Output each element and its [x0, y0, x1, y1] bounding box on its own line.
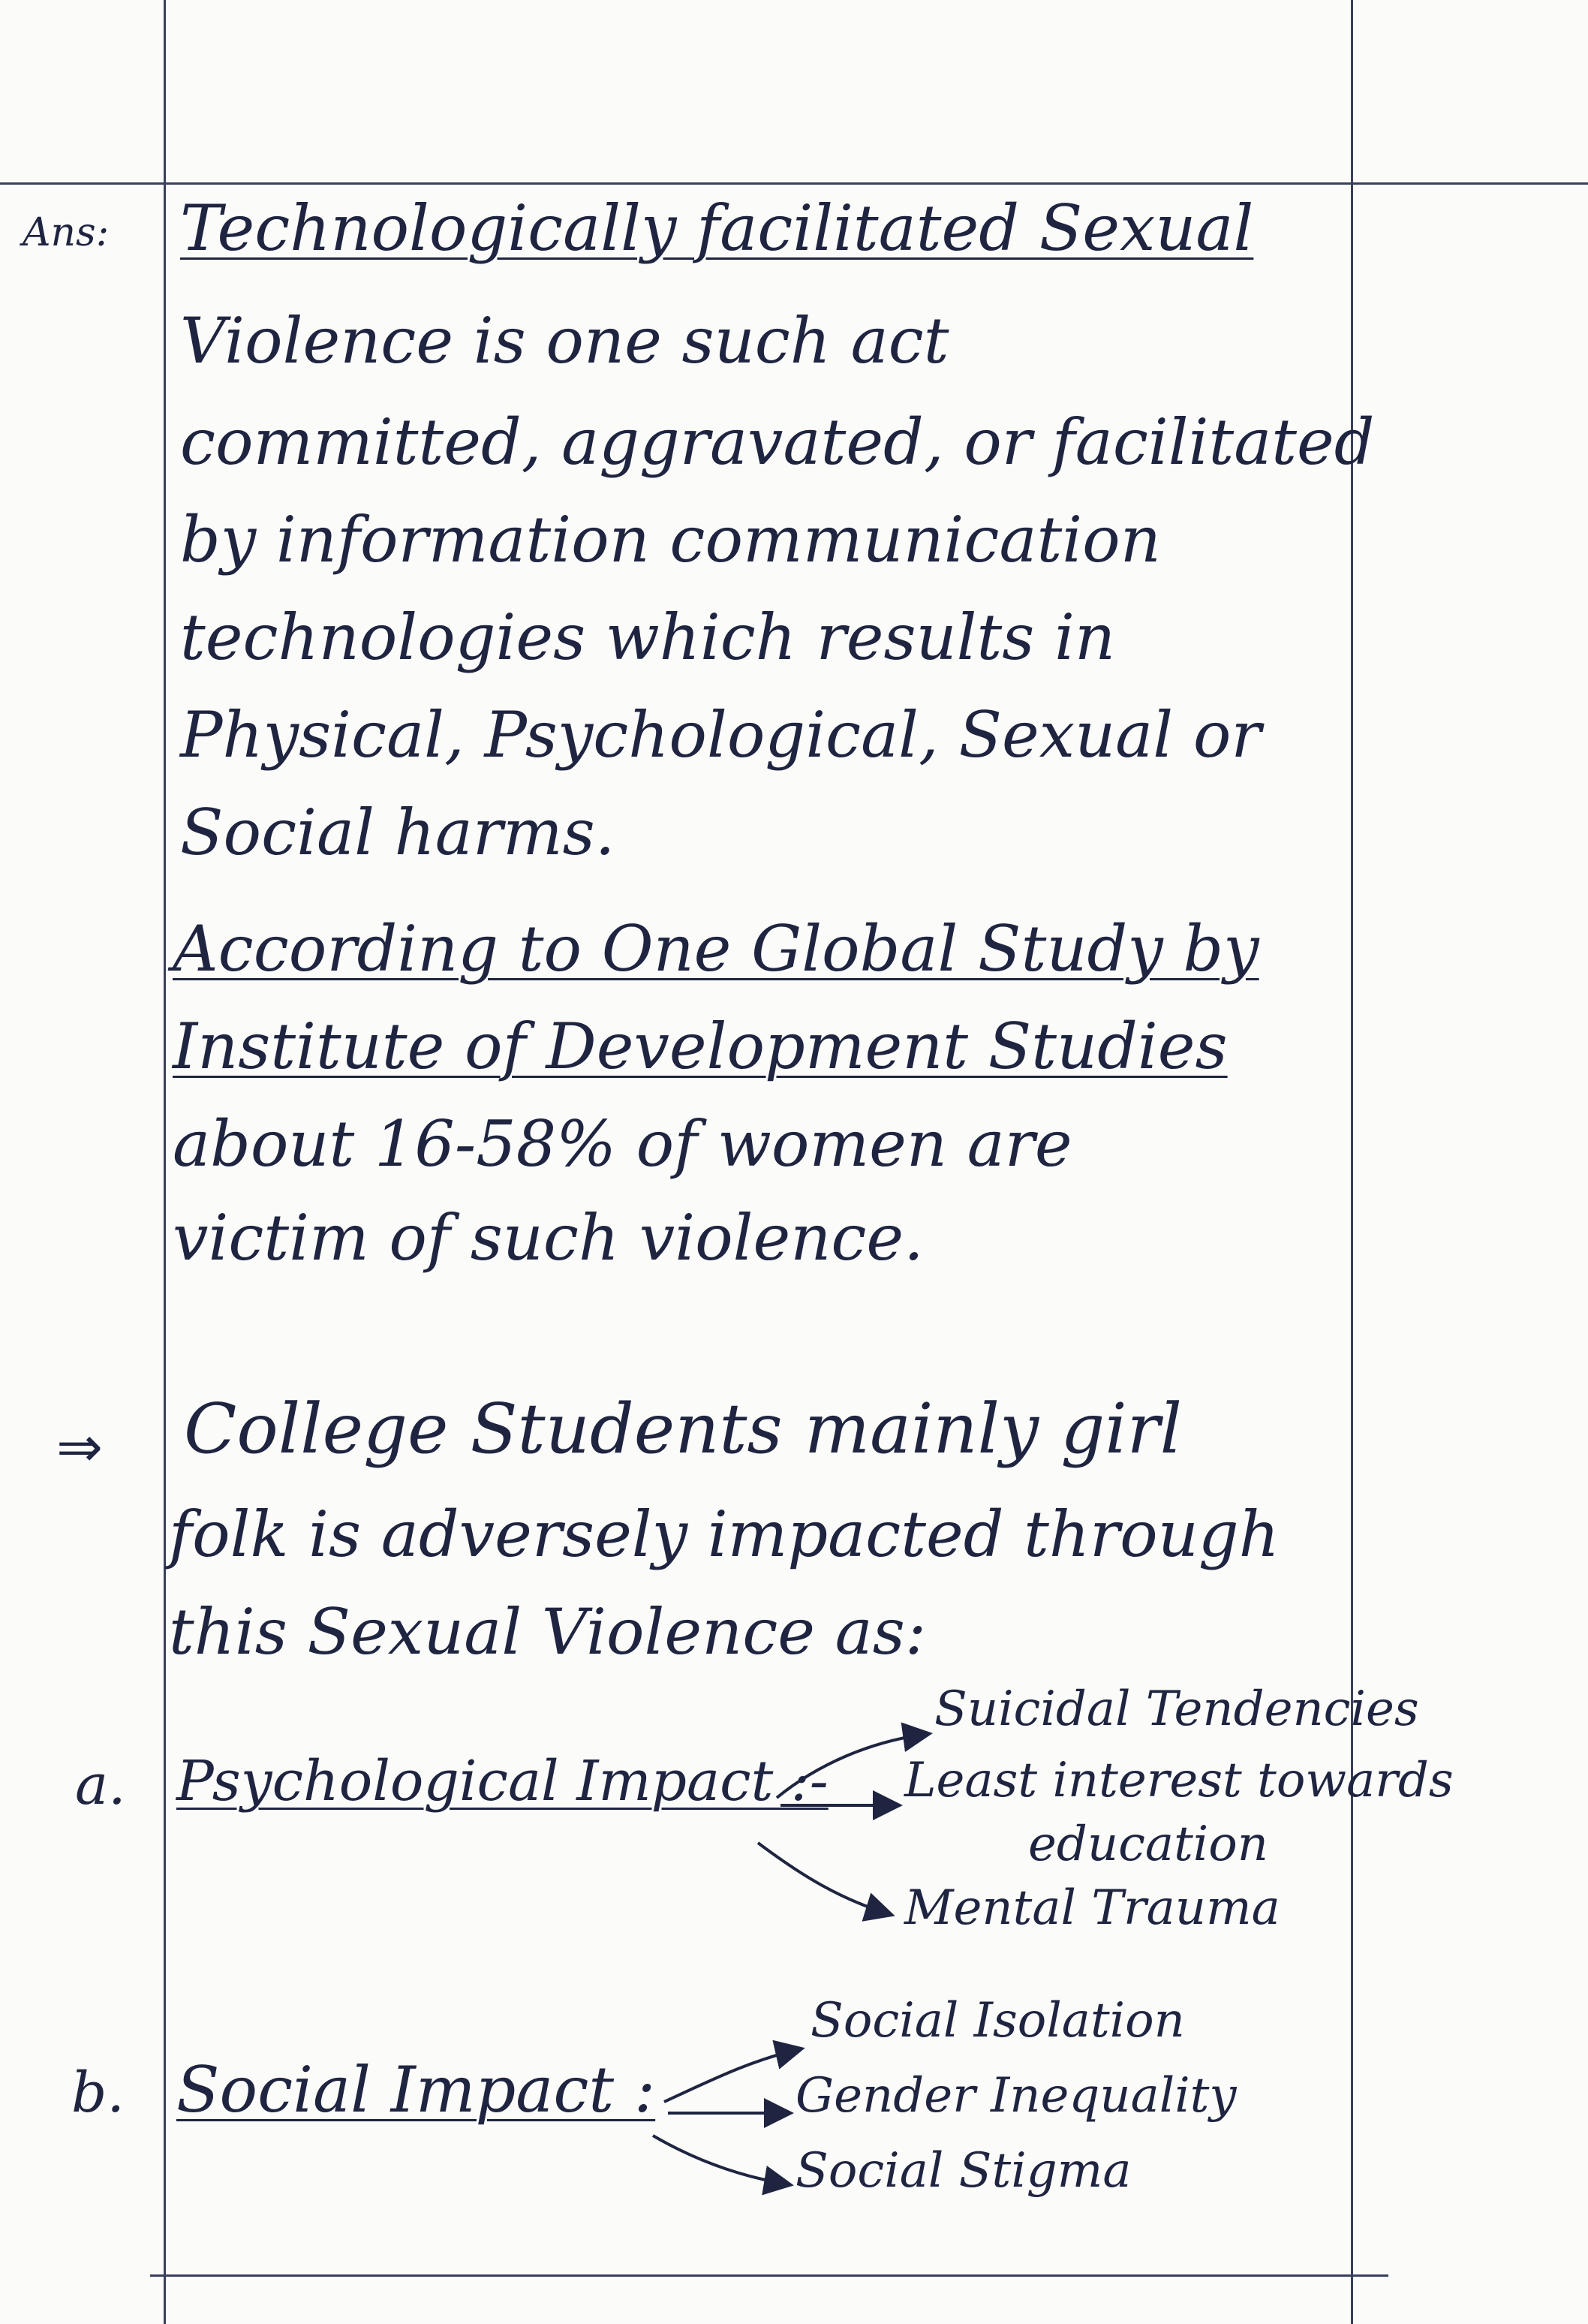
para2-line-2: Institute of Development Studies — [173, 1010, 1228, 1083]
para1-line-4: by information communication — [180, 503, 1161, 576]
arrow-b-1 — [664, 2049, 799, 2102]
para2-line-1: According to One Global Study by — [173, 912, 1259, 986]
para3-line-3: this Sexual Violence as: — [169, 1595, 927, 1669]
arrow-a-1 — [777, 1734, 927, 1798]
impact-a-item-2: Least interest towards — [904, 1753, 1454, 1808]
para1-line-5: technologies which results in — [180, 601, 1116, 674]
impact-b-heading: Social Impact : — [176, 2053, 656, 2127]
para1-line-1: Technologically facilitated Sexual — [180, 191, 1254, 265]
impact-a-heading: Psychological Impact :- — [176, 1749, 829, 1814]
impact-b-item-3: Social Stigma — [796, 2143, 1132, 2199]
para1-line-6: Physical, Psychological, Sexual or — [180, 698, 1262, 772]
para1-line-7: Social harms. — [180, 796, 615, 869]
impact-b-item-2: Gender Inequality — [796, 2068, 1237, 2124]
impact-a-item-1: Suicidal Tendencies — [934, 1681, 1419, 1737]
impact-a-item-2-cont: education — [1028, 1817, 1268, 1872]
impact-a-item-3: Mental Trauma — [904, 1880, 1280, 1936]
impact-a-marker: a. — [75, 1753, 126, 1817]
arrow-a-3 — [758, 1843, 889, 1914]
impact-b-marker: b. — [71, 2061, 125, 2125]
para3-line-2: folk is adversely impacted through — [169, 1498, 1280, 1571]
impact-b-item-1: Social Isolation — [811, 1993, 1185, 2049]
arrow-b-3 — [653, 2136, 788, 2184]
implies-arrow-marker: ⇒ — [56, 1415, 104, 1480]
para2-line-4: victim of such violence. — [173, 1201, 924, 1275]
para1-line-2: Violence is one such act — [180, 304, 949, 378]
para3-line-1: College Students mainly girl — [184, 1389, 1183, 1469]
answer-label: Ans: — [23, 210, 110, 255]
para2-line-3: about 16-58% of women are — [173, 1107, 1072, 1181]
para1-line-3: committed, aggravated, or facilitated — [180, 405, 1375, 479]
